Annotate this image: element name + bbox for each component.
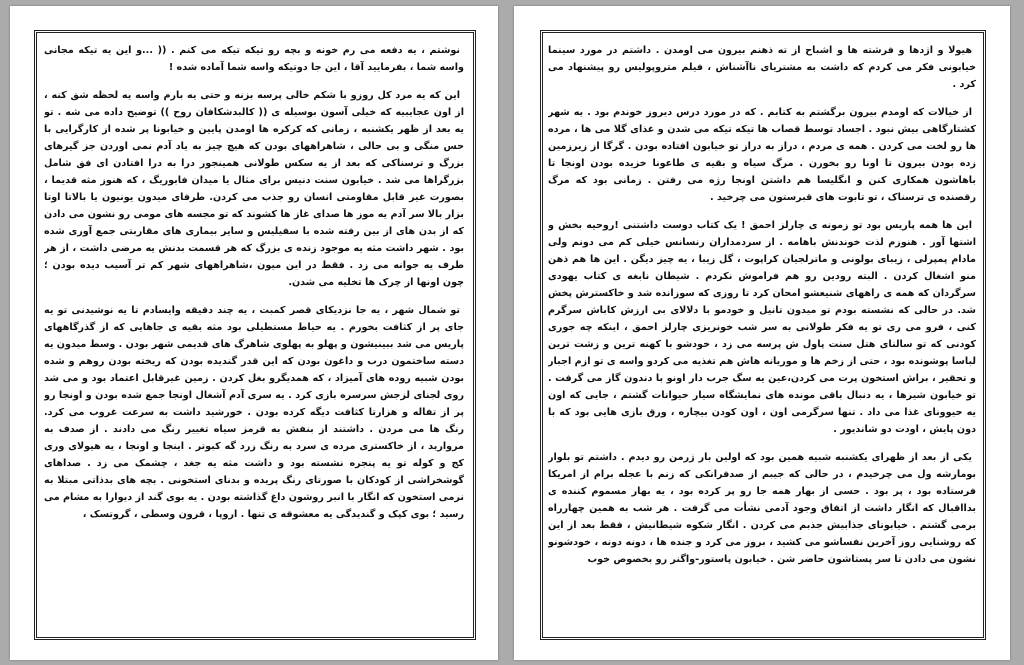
document-page-right	[514, 6, 1010, 660]
page-text-right	[548, 42, 976, 636]
paragraph: این که یه مرد کل روزو با شکم خالی پرسه بزنه و حتی یه بارم واسه یه لحظه شق کنه ، از اون عجایبیه که خیلی آسون بوسیله ی (( کالبدشکافان روح )) توضیح داده می شه . تو یه بعد از ظهر یکشنبه ، زمانی که کرکره ها اومدن پایین و خیابونا پر شده از کارگرایی با حس منگی و بی حالی ، شاهراههای بودن که هیچ چیز به یاد آدم نمی اوردن جز گیرهای بزرگ و ترسناکی که بعد از یه سکس طولانی همینجور درا به درا افتادن ای فق شامل بزرگراها می شد . خیابون سنت دنیس برای مثال یا میدان فابوریگ ، که هنوز مثه قدیما ، بصورت غیر قابل مقاومتی انسان رو جذب می کردن. طرفای میدون یونیون یا بالاتا اوتا بزار بالا سر آدم یه موز ها صدای غاز ها کشوند که تو مجسه های مومی رو نشون می دادن که از بدن های از بین رفته شده با سفیلیس و سایر بیماری های مقاربتی جمع آوری شده بود . شهر داشت مثه یه موجود زنده ی بزرگ که هر قسمت بدنش یه مرضی داشت ، از هر طرف یه جوانه می زد . فقط در این میون ،شاهراههای شهر کم تر آسیب دیده بودن ؛ چون اونها از چرک ها تخلیه می شدن.	[44, 90, 464, 288]
paragraph: یکی از بعد از ظهرای یکشنبه شبیه همین بود که اولین بار ژرمن رو دیدم . داشتم تو بلوار بومارشه ول می چرخیدم ، در حالی که جیبم از صدفرانکی که زنم با عجله برام از امریکا فرستاده بود ، پر بود . حسی از بهار همه جا رو پر کرده بود ، یه بهار مسموم کننده ی بدااقبال که انگار داشت از اتفاق وجود آدمی نشأت می گرفت . هر شب به همین چهارراه برمی گشتم . خیابونای جذابیش جذبم می کردن . انگار شکوه شیطانیش ، فقط بعد از این که روشنایی روز آخرین نفساشو می کشید ، بروز می کرد و جنده ها ، دونه دونه ، خودشونو نشون می دادن تا سر پستاشون حاضر شن . خیابون پاستور-واگنر رو بخصوص خوب	[548, 452, 976, 565]
paragraph: این ها همه پاریس بود تو زمونه ی چارلز احمق ! یک کتاب دوست داشتنی !روحیه بخش و اشتها آور . هنوزم لذت خوندنش باهامه . از سردمداران رنسانس خیلی کم می دونم ولی مادام پمپرلی ، زیبای بولونی و ماترلجیان کراپوت ، گل زیبا ، یه چیز دیگن . این ها هم ذهن منو اشغال کردن . البته رودین رو هم فراموش نکردم . شیطان نابغه ی کتاب یهودی سرگردان که همه ی راههای شنیعشو امحان کرد تا روزی که سوزانده شد و خاکسترش پخش شد. در حالی که نشسته بودم تو میدون تانیل و خودمو با دلالای بی ارزش کاباش سرگرم کنی ، فرو می ری تو یه فکر طولانی به سر شب خونریزی چارلز احمق ، اینکه چه جوری کودنی که تو سالنای هتل سنت پاول ش پرسه می زد ، خودشو با کهنه ترین و زشت ترین لباسا پوشونده بود ، حتی از زخم ها و موریانه هاش هم تغذیه می کردو واسه ی تو ازم اجبار و تحقیر ، براش استخون پرت می کردن،عین یه سگ جرب دار اونو با دندون گاز می گرفت . تو خیابون شیرها ، یه دنبال باقی مونده های نمایشگاه سیار حیوانات گشتم ، جایی که اون یه حیوونای غذا می داد . تنها سرگرمی اون ، اون کودن بیچاره ، ورق بازی هایی بود که با دون پایش ، اودت دو شاندیور .	[548, 220, 976, 435]
paragraph: از خیالات که اومدم بیرون برگشتم به کتابم . که در مورد درس دیروز خوندم بود . یه شهر کشتارگاهی بیش نبود . اجساد توسط قصاب ها تیکه تیکه می شدن و غذای گلا می ها ، مرده ها رو لخت می کردن . همه ی مردم ، دراز به دراز تو خیابون افتاده بودن . گرگا از زیرزمین زده بودن بیرون تا اونا رو بخورن . مرگ سیاه و بقیه ی طاعونا خزیده بودن اونجا تا باهاشون همکاری کنن و انگلیسا هم داشتن اونجا رژه می رفتن . زمانی بود که مرگ رقصنده ی ترسناک ، تو تابوت های قبرستون می چرخید .	[548, 107, 976, 203]
page-text-left	[44, 42, 464, 636]
paragraph: تو شمال شهر ، یه جا نزدیکای قصر کمبت ، یه چند دقیقه وایسادم تا یه نوشیدنی تو یه جای پر از کثافت بخورم . یه حیاط مستطیلی بود مثه بقیه ی جاهایی که از گذرگاههای پاریس می شد ببینیشون و پهلو به پهلوی شاهرگ های قدیمی شهر بودن . وسط میدون یه دسته ساختمون درب و داغون بودن که این قدر گندیده بودن که ریخته بودن روهم و شده بودن شبیه روده های آمیزاد ، که همدیگرو بغل کردن . زمین غیرقابل اعتماد بود و می شد روی لجنای لزجش سرسره بازی کرد . یه سری آدم آشغال اونجا جمع شده بودن و اونجا رو پر از تفاله و هزارتا کثافت دیگه کرده بودن . خورشید داشت به سرعت غروب می کرد. رنگ ها می مردن . داشتند از بنفش به قرمز سیاه تغییر رنگ می دادند . از صدف به مروارید ، از خاکستری مرده ی سرد به رنگ زرد گه کبوتر . اینجا و اونجا ، یه هیولای وری کج و کوله تو یه پنجره نشسته بود و داشت مثه یه جغد ، چشمک می زد . صداهای گوشخراشی از کودکان با صورتای رنگ پریده و بدنای استخونی . بچه های بدذاتی مبتلا به نرمی استخون که انگار با انبر روشون داغ گذاشته بودن . یه بوی گند از دیوارا به مشام می رسید ؛ بوی کپک و گندیدگی یه معشوقه ی تنها . اروپا ، قرون وسطی ، گروتسک ،	[44, 305, 464, 520]
paragraph: نوشتم ، یه دفعه می رم خونه و بچه رو تیکه تیکه می کنم . (( ...و این یه تیکه مجانی واسه شما ، بفرمایید آقا ، این جا دوتیکه واسه شما آماده شده !	[44, 45, 464, 73]
document-page-left	[10, 6, 498, 660]
paragraph: هیولا و اژدها و فرشته ها و اشباح از ته ذهنم بیرون می اومدن . داشتم در مورد سینما خیابونی فکر می کردم که داشت به مشتریای ناآشناش ، فیلم متروپولیس رو پیشنهاد می کرد .	[548, 45, 976, 90]
